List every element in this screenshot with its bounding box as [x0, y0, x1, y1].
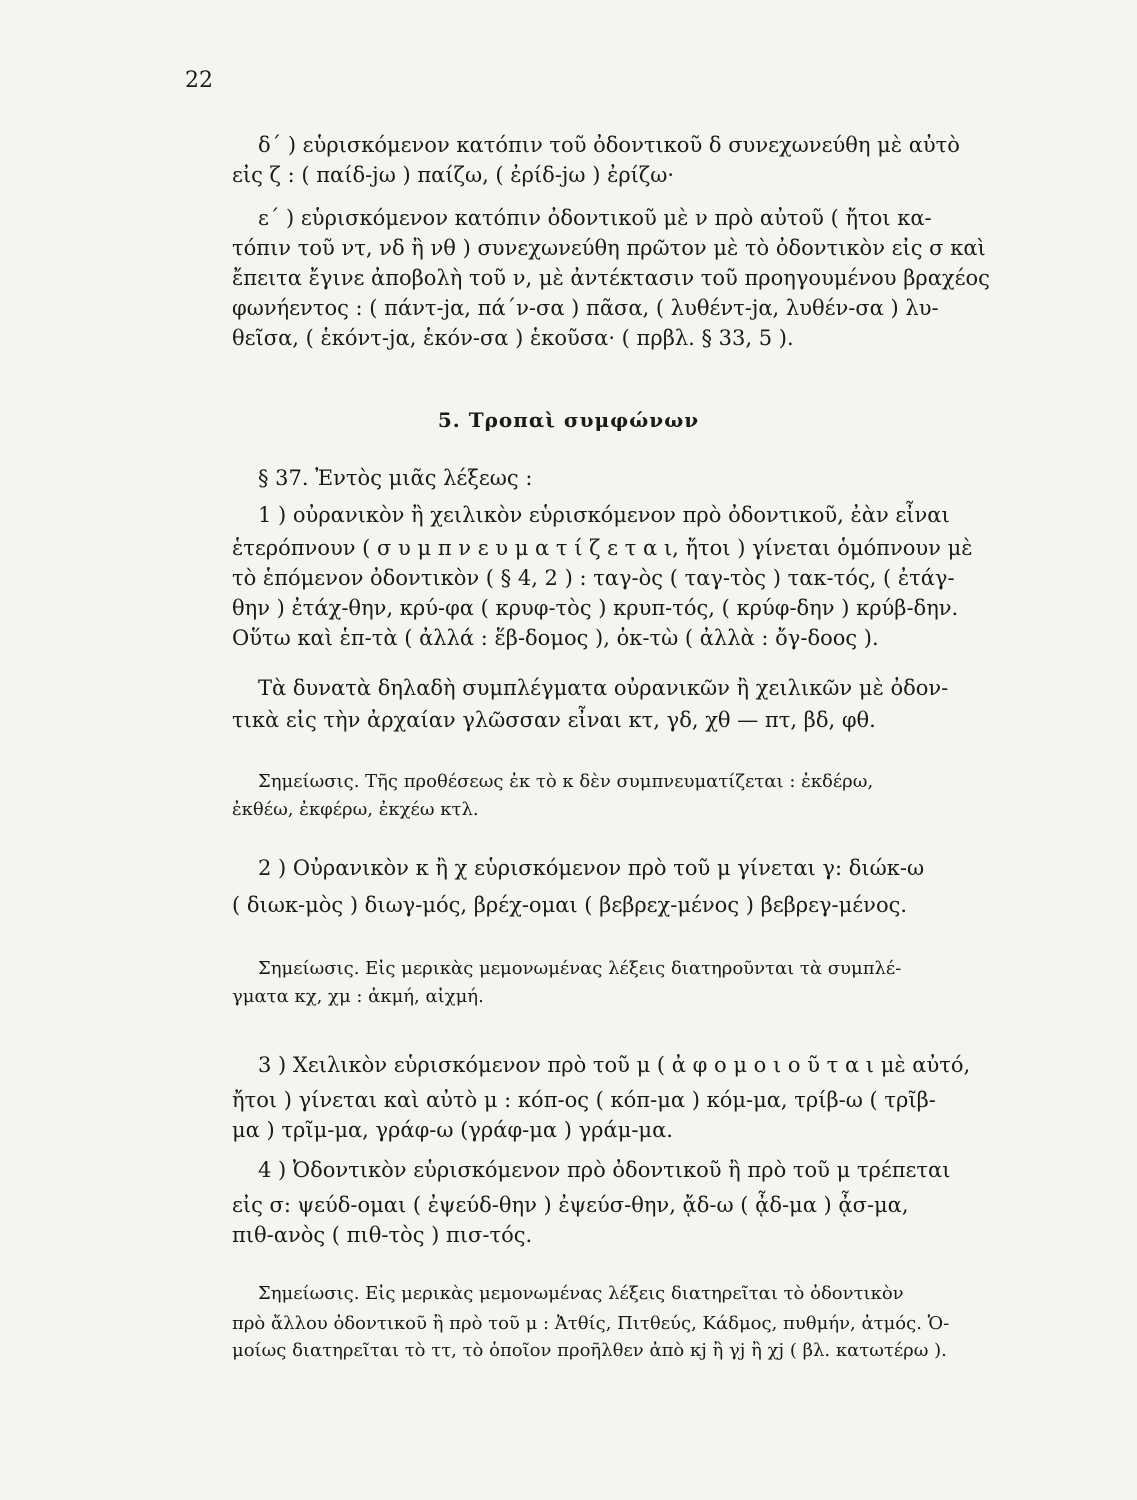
paragraph-3 [258, 1050, 1028, 1080]
note-1-cont [232, 796, 1027, 823]
note-1 [258, 768, 1028, 795]
note-line: Σημείωσις. Τῆς προθέσεως ἐκ τὸ κ δὲν συμπνευματίζεται : ἐκδέρω, [258, 771, 874, 792]
paragraph-epsilon-cont [232, 233, 1027, 353]
text-line: Τὰ δυνατὰ δηλαδὴ συμπλέγματα οὐρανικῶν ἢ χειλικῶν μὲ ὀδον- [258, 676, 949, 700]
text-line: θεῖσα, ( ἑκόντ-jα, ἑκόν-σα ) ἑκοῦσα· ( πρβλ. § 33, 5 ). [232, 326, 794, 350]
page-number: 22 [185, 68, 213, 93]
text-line: 2 ) Οὐρανικὸν κ ἢ χ εὑρισκόμενον πρὸ τοῦ μ γίνεται γ: διώκ-ω [258, 856, 925, 880]
text-line: § 37. Ἐντὸς μιᾶς λέξεως : [258, 466, 533, 490]
paragraph-2 [258, 853, 1028, 883]
note-line: Σημείωσις. Εἰς μερικὰς μεμονωμένας λέξεις διατηροῦνται τὰ συμπλέ- [258, 958, 902, 979]
text-line: ε΄ ) εὑρισκόμενον κατόπιν ὀδοντικοῦ μὲ ν πρὸ αὐτοῦ ( ἤτοι κα- [258, 206, 932, 230]
text-line: θην ) ἐτάχ-θην, κρύ-φα ( κρυφ-τὸς ) κρυπ-τός, ( κρύφ-δην ) κρύβ-δην. [232, 596, 959, 620]
text-line: φωνήεντος : ( πάντ-jα, πά΄ν-σα ) πᾶσα, ( λυθέντ-jα, λυθέν-σα ) λυ- [232, 296, 939, 320]
text-line: πιθ-ανὸς ( πιθ-τὸς ) πισ-τός. [232, 1223, 533, 1247]
text-line: 4 ) Ὀδοντικὸν εὑρισκόμενον πρὸ ὀδοντικοῦ ἢ πρὸ τοῦ μ τρέπεται [258, 1158, 951, 1182]
text-line: 1 ) οὐρανικὸν ἢ χειλικὸν εὑρισκόμενον πρὸ ὀδοντικοῦ, ἐὰν εἶναι [258, 503, 950, 527]
section-heading: 5. Τροπαὶ συμφώνων [437, 408, 700, 432]
paragraph-3-cont [232, 1085, 1027, 1145]
text-line: εἰς ζ : ( παίδ-jω ) παίζω, ( ἐρίδ-jω ) ἐρίζω· [232, 163, 675, 187]
text-line: Οὕτω καὶ ἑπ-τὰ ( ἀλλά : ἕβ-δομος ), ὀκ-τὼ ( ἀλλὰ : ὄγ-δοος ). [232, 626, 879, 650]
text-line: ἔπειτα ἔγινε ἀποβολὴ τοῦ ν, μὲ ἀντέκτασιν τοῦ προηγουμένου βραχέος [232, 266, 990, 290]
paragraph-dynata-cont [232, 705, 1027, 735]
paragraph-delta-cont [232, 160, 1027, 190]
note-line: μοίως διατηρεῖται τὸ ττ, τὸ ὁποῖον προῆλθεν ἀπὸ κj ἢ γj ἢ χj ( βλ. κατωτέρω ). [232, 1340, 947, 1361]
note-line: Σημείωσις. Εἰς μερικὰς μεμονωμένας λέξεις διατηρεῖται τὸ ὀδοντικὸν [258, 1283, 904, 1304]
paragraph-delta [258, 130, 1028, 160]
text-line: ἤτοι ) γίνεται καὶ αὐτὸ μ : κόπ-ος ( κόπ-μα ) κόμ-μα, τρίβ-ω ( τρῖβ- [232, 1088, 936, 1112]
note-3 [258, 1280, 1028, 1307]
paragraph-dynata [258, 673, 1028, 703]
paragraph-epsilon [258, 203, 1028, 233]
paragraph-4 [258, 1155, 1028, 1185]
note-line: γματα κχ, χμ : ἀκμή, αἰχμή. [232, 986, 484, 1007]
note-line: πρὸ ἄλλου ὀδοντικοῦ ἢ πρὸ τοῦ μ : Ἀτθίς, Πιτθεύς, Κάδμος, πυθμήν, ἀτμός. Ὁ- [232, 1313, 950, 1334]
text-line: ( διωκ-μὸς ) διωγ-μός, βρέχ-ομαι ( βεβρεχ-μένος ) βεβρεγ-μένος. [232, 893, 908, 917]
paragraph-37-item-1 [258, 500, 1028, 530]
note-3-cont [232, 1310, 1027, 1364]
note-line: ἐκθέω, ἐκφέρω, ἐκχέω κτλ. [232, 799, 479, 820]
text-line: 3 ) Χειλικὸν εὑρισκόμενον πρὸ τοῦ μ ( ἀ φ ο μ ο ι ο ῦ τ α ι μὲ αὐτό, [258, 1053, 971, 1077]
paragraph-4-cont [232, 1190, 1027, 1250]
text-line: δ΄ ) εὑρισκόμενον κατόπιν τοῦ ὀδοντικοῦ δ συνεχωνεύθη μὲ αὐτὸ [258, 133, 960, 157]
text-line: τόπιν τοῦ ντ, νδ ἢ νθ ) συνεχωνεύθη πρῶτον μὲ τὸ ὀδοντικὸν εἰς σ καὶ [232, 236, 986, 260]
paragraph-2-cont [232, 890, 1027, 920]
text-line: τὸ ἑπόμενον ὀδοντικὸν ( § 4, 2 ) : ταγ-ὸς ( ταγ-τὸς ) τακ-τός, ( ἐτάγ- [232, 566, 955, 590]
text-line: ἑτερόπνουν ( σ υ μ π ν ε υ μ α τ ί ζ ε τ α ι, ἤτοι ) γίνεται ὁμόπνουν μὲ [232, 536, 973, 560]
paragraph-37-heading [258, 463, 1028, 493]
paragraph-37-cont [232, 533, 1027, 653]
text-line: μα ) τρῖμ-μα, γράφ-ω (γράφ-μα ) γράμ-μα. [232, 1118, 673, 1142]
note-2 [258, 955, 1028, 982]
note-2-cont [232, 983, 1027, 1010]
text-line: τικὰ εἰς τὴν ἀρχαίαν γλῶσσαν εἶναι κτ, γδ, χθ — πτ, βδ, φθ. [232, 708, 876, 732]
text-line: εἰς σ: ψεύδ-ομαι ( ἐψεύδ-θην ) ἐψεύσ-θην, ᾄδ-ω ( ᾆδ-μα ) ᾆσ-μα, [232, 1193, 909, 1217]
